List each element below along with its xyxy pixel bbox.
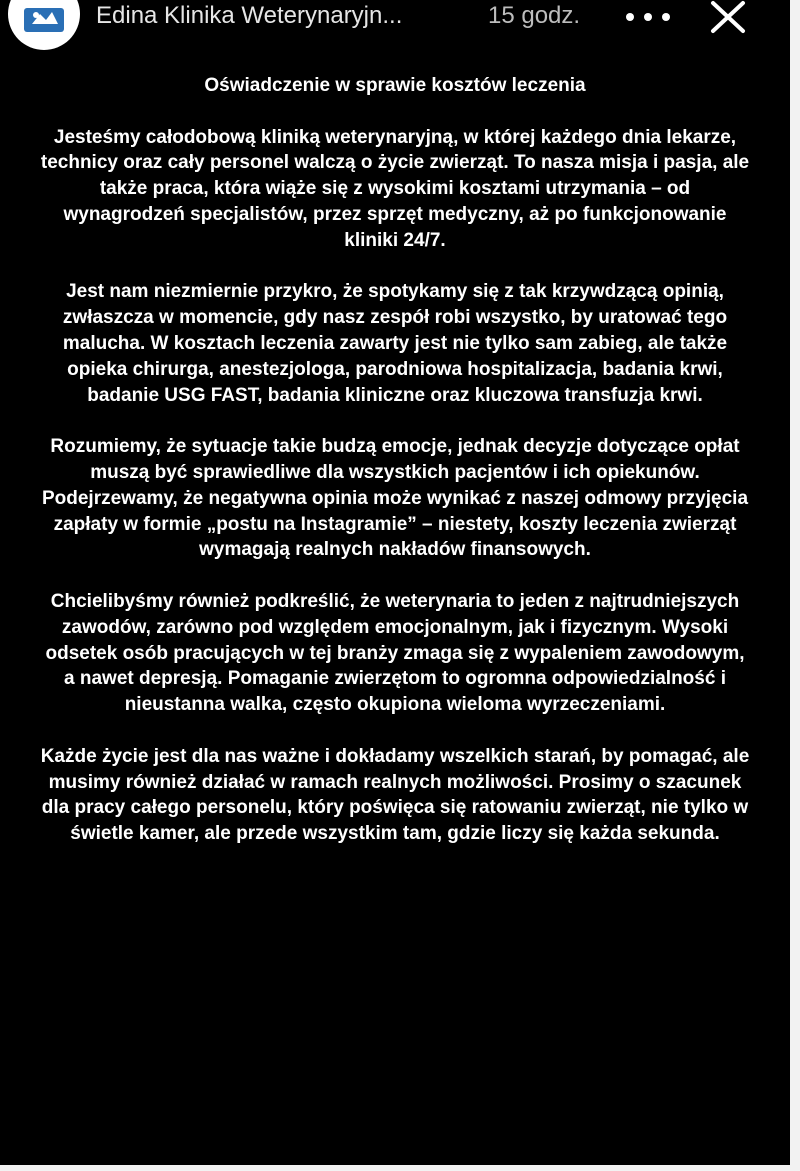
statement-paragraph: Rozumiemy, że sytuacje takie budzą emocje, jednak decyzje dotyczące opłat muszą być sprawiedliwe dla wszystkich pacjentów i ich opiekunów. Podejrzewamy, że negatywna opinia może wynikać z naszej odmowy przyjęcia zapłaty w formie „postu na Instagramie” – niestety, koszty leczenia zwierząt wymagają realnych nakładów finansowych. [41,436,749,561]
clinic-logo-icon [22,4,66,34]
close-icon [708,0,748,34]
story-header [0,0,790,52]
avatar[interactable] [8,0,80,50]
statement-paragraph: Jest nam niezmiernie przykro, że spotykamy się z tak krzywdzącą opinią, zwłaszcza w momencie, gdy nasz zespół robi wszystko, by uratować tego malucha. W kosztach leczenia zawarty jest nie tylko sam zabieg, ale także opieka chirurga, anestezjologa, parodniowa hospitalizacja, badania krwi, badanie USG FAST, badania kliniczne oraz kluczowa transfuzja krwi. [62,281,728,406]
close-button[interactable] [708,0,748,34]
statement-paragraph: Każde życie jest dla nas ważne i dokładamy wszelkich starań, by pomagać, ale musimy również działać w ramach realnych możliwości. Prosimy o szacunek dla pracy całego personelu, który poświęca się ratowaniu zwierząt, nie tylko w świetle kamer, ale przede wszystkim tam, gdzie liczy się każda sekunda. [40,745,750,845]
more-dots-icon [662,13,670,21]
screenshot-border [0,1165,800,1171]
more-dots-icon [644,13,652,21]
statement-text [40,73,750,873]
statement-paragraph: Chcielibyśmy również podkreślić, że weterynaria to jeden z najtrudniejszych zawodów, zarówno pod względem emocjonalnym, jak i fizycznym. Wysoki odsetek osób pracujących w tej branży zmaga się z wypaleniem zawodowym, a nawet depresją. Pomaganie zwierzętom to ogromna odpowiedzialność i nieustanna walka, często okupiona wieloma wyrzeczeniami. [45,590,745,716]
post-timestamp: 15 godz. [488,2,581,29]
account-name[interactable]: Edina Klinika Weterynaryjn... [96,2,403,29]
more-options-button[interactable] [626,8,670,26]
statement-paragraph: Jesteśmy całodobową kliniką weterynaryjną, w której każdego dnia lekarze, technicy oraz cały personel walczą o życie zwierząt. To nasza misja i pasja, ale także praca, która wiąże się z wysokimi kosztami utrzymania – od wynagrodzeń specjalistów, przez sprzęt medyczny, aż po funkcjonowanie kliniki 24/7. [40,126,750,251]
more-dots-icon [626,13,634,21]
statement-title: Oświadczenie w sprawie kosztów leczenia [204,75,586,96]
screenshot-border [790,0,800,1171]
